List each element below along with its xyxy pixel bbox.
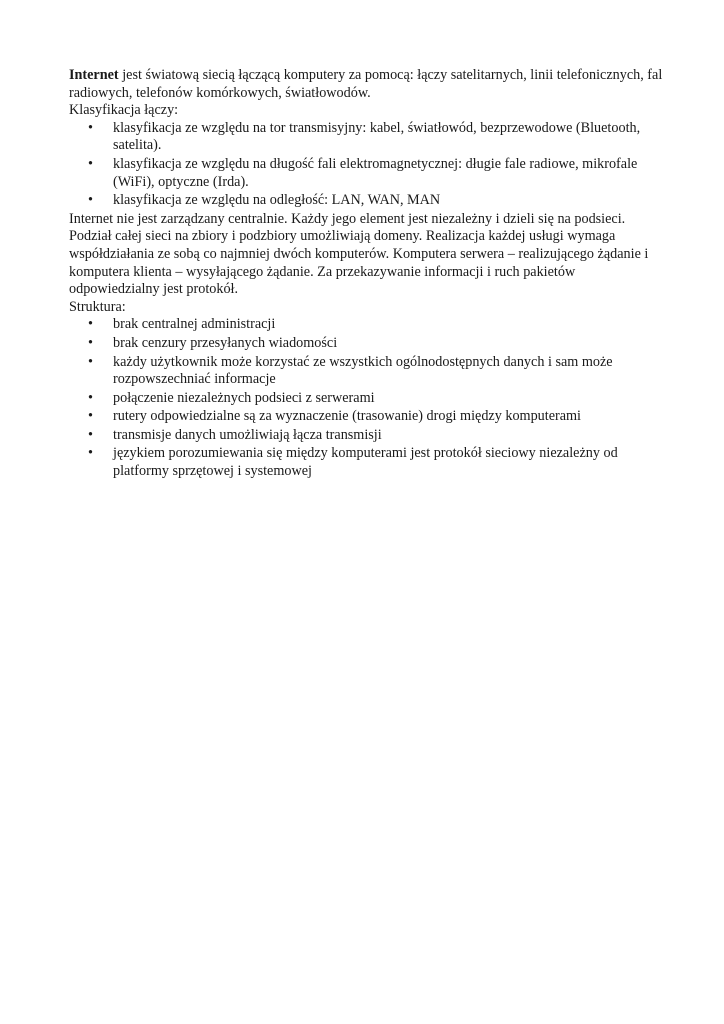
list-item-text: brak centralnej administracji bbox=[113, 316, 276, 333]
list-item bbox=[69, 408, 669, 426]
list-item bbox=[69, 445, 669, 480]
list-item bbox=[69, 390, 669, 408]
list-item-text: klasyfikacja ze względu na tor transmisyjny: kabel, światłowód, bezprzewodowe (Bluetooth, satelita). bbox=[113, 119, 641, 154]
bullet-icon: • bbox=[88, 445, 93, 462]
bullet-icon: • bbox=[88, 408, 93, 425]
bullet-icon: • bbox=[88, 334, 93, 351]
list-item-text: językiem porozumiewania się między komputerami jest protokół sieciowy niezależny od platformy sprzętowej i systemowej bbox=[113, 445, 618, 480]
bullet-icon: • bbox=[88, 119, 93, 136]
structure-list bbox=[69, 316, 669, 480]
bullet-icon: • bbox=[88, 353, 93, 370]
list-item bbox=[69, 354, 669, 389]
list-item-text: każdy użytkownik może korzystać ze wszystkich ogólnodostępnych danych i sam może rozpowszechniać informacje bbox=[113, 353, 613, 388]
bullet-icon: • bbox=[88, 316, 93, 333]
bullet-icon: • bbox=[88, 389, 93, 406]
list-item-text: transmisje danych umożliwiają łącza transmisji bbox=[113, 426, 382, 443]
list-item-text: rutery odpowiedzialne są za wyznaczenie (trasowanie) drogi między komputerami bbox=[113, 408, 581, 425]
intro-paragraph bbox=[69, 67, 669, 102]
bullet-icon: • bbox=[88, 192, 93, 209]
list-item bbox=[69, 335, 669, 353]
bullet-icon: • bbox=[88, 155, 93, 172]
list-item bbox=[69, 427, 669, 445]
list-item-text: klasyfikacja ze względu na długość fali elektromagnetycznej: długie fale radiowe, mikrofale (WiFi), optyczne (Irda). bbox=[113, 155, 638, 190]
list-item-text: klasyfikacja ze względu na odległość: LAN, WAN, MAN bbox=[113, 192, 441, 209]
intro-term: Internet bbox=[69, 67, 119, 83]
list-item bbox=[69, 316, 669, 334]
intro-text: jest światową siecią łączącą komputery za pomocą: łączy satelitarnych, linii telefonicznych, fal radiowych, telefonów komórkowych, światłowodów. bbox=[69, 67, 663, 101]
classification-heading: Klasyfikacja łączy: bbox=[69, 102, 179, 119]
document-body bbox=[69, 67, 669, 482]
list-item bbox=[69, 120, 669, 155]
structure-heading: Struktura: bbox=[69, 298, 126, 315]
body-paragraph: Internet nie jest zarządzany centralnie. Każdy jego element jest niezależny i dzieli się na podsieci. Podział całej sieci na zbiory i podzbiory umożliwiają domeny. Realizacja każdej usługi wymaga współdziałania ze sobą co najmniej dwóch komputerów. Komputera serwera – realizującego żądanie i komputera klienta – wysyłającego żądanie. Za przekazywanie informacji i ruch pakietów odpowiedzialny jest protokół. bbox=[69, 210, 649, 298]
list-item bbox=[69, 156, 669, 191]
list-item-text: połączenie niezależnych podsieci z serwerami bbox=[113, 389, 375, 406]
bullet-icon: • bbox=[88, 426, 93, 443]
list-item bbox=[69, 192, 669, 210]
list-item-text: brak cenzury przesyłanych wiadomości bbox=[113, 334, 338, 351]
classification-list bbox=[69, 120, 669, 210]
